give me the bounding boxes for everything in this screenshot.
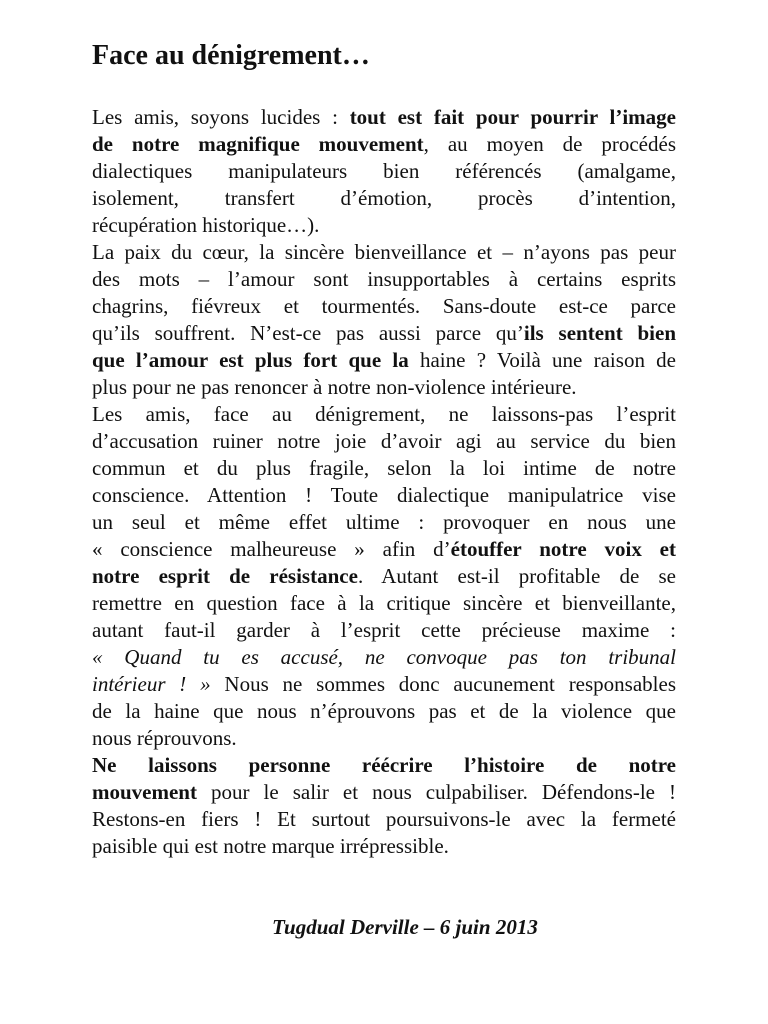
text-segment: autant faut-il garder à l’esprit cette précieuse maxime : [92,618,676,642]
text-line [92,644,676,671]
article-body [92,104,676,860]
text-line [92,158,676,185]
text-line [92,374,676,401]
text-segment: remettre en question face à la critique sincère et bienveillante, [92,591,676,615]
text-segment: Les amis, soyons lucides : [92,105,350,129]
text-line [92,104,676,131]
text-segment: qu’ils souffrent. N’est-ce pas aussi parce qu’ [92,321,524,345]
text-segment: d’accusation ruiner notre joie d’avoir agi au service du bien [92,429,676,453]
text-line [92,563,676,590]
bold-text: de notre magnifique mouvement [92,132,424,156]
text-segment: commun et du plus fragile, selon la loi intime de notre [92,456,676,480]
text-segment: de la haine que nous n’éprouvons pas et de la violence que [92,699,676,723]
text-segment: paisible qui est notre marque irrépressible. [92,834,449,858]
text-line [92,347,676,374]
text-line [92,752,676,779]
text-line [92,617,676,644]
text-line [92,239,676,266]
bold-text: ils sentent bien [523,321,677,345]
document-title: Face au dénigrement… [92,40,370,71]
bold-text: mouvement [92,780,197,804]
text-line [92,590,676,617]
text-line [92,185,676,212]
text-segment: un seul et même effet ultime : provoquer en nous une [92,510,676,534]
text-line [92,455,676,482]
text-line [92,428,676,455]
text-line [92,320,676,347]
text-segment: conscience. Attention ! Toute dialectique manipulatrice vise [92,483,676,507]
text-segment: dialectiques manipulateurs bien référencés (amalgame, [92,159,676,183]
text-line [92,131,676,158]
text-segment: . Autant est-il profitable de se [357,564,677,588]
text-line [92,536,676,563]
text-segment: des mots – l’amour sont insupportables à certains esprits [92,267,676,291]
text-segment: plus pour ne pas renoncer à notre non-violence intérieure. [92,375,577,399]
bold-text: Ne laissons personne réécrire l’histoire de notre [92,753,676,777]
text-segment: isolement, transfert d’émotion, procès d’intention, [92,186,676,210]
bold-text: tout est fait pour pourrir l’image [349,105,676,129]
text-line [92,293,676,320]
text-segment: nous réprouvons. [92,726,237,750]
italic-quote: intérieur ! » [92,672,211,696]
text-line [92,725,676,752]
text-segment: récupération historique…). [92,213,320,237]
text-segment: Restons-en fiers ! Et surtout poursuivons-le avec la fermeté [92,807,676,831]
text-line [92,671,676,698]
text-segment: La paix du cœur, la sincère bienveillance et – n’ayons pas peur [92,240,676,264]
text-line [92,806,676,833]
text-segment: « conscience malheureuse » afin d’ [92,537,451,561]
signature: Tugdual Derville – 6 juin 2013 [272,915,538,939]
text-line [92,212,676,239]
bold-text: étouffer notre voix et [450,537,676,561]
text-segment: chagrins, fiévreux et tourmentés. Sans-doute est-ce parce [92,294,676,318]
text-line [92,266,676,293]
text-segment: Les amis, face au dénigrement, ne laissons-pas l’esprit [92,402,676,426]
text-segment: Nous ne sommes donc aucunement responsables [210,672,676,696]
text-line [92,401,676,428]
text-line [92,698,676,725]
text-line [92,779,676,806]
text-line [92,509,676,536]
text-line [92,833,676,860]
text-segment: pour le salir et nous culpabiliser. Défendons-le ! [196,780,676,804]
italic-quote: « Quand tu es accusé, ne convoque pas ton tribunal [92,645,676,669]
text-segment: haine ? Voilà une raison de [408,348,677,372]
bold-text: notre esprit de résistance [92,564,358,588]
text-segment: , au moyen de procédés [423,132,676,156]
text-line [92,482,676,509]
bold-text: que l’amour est plus fort que la [92,348,409,372]
